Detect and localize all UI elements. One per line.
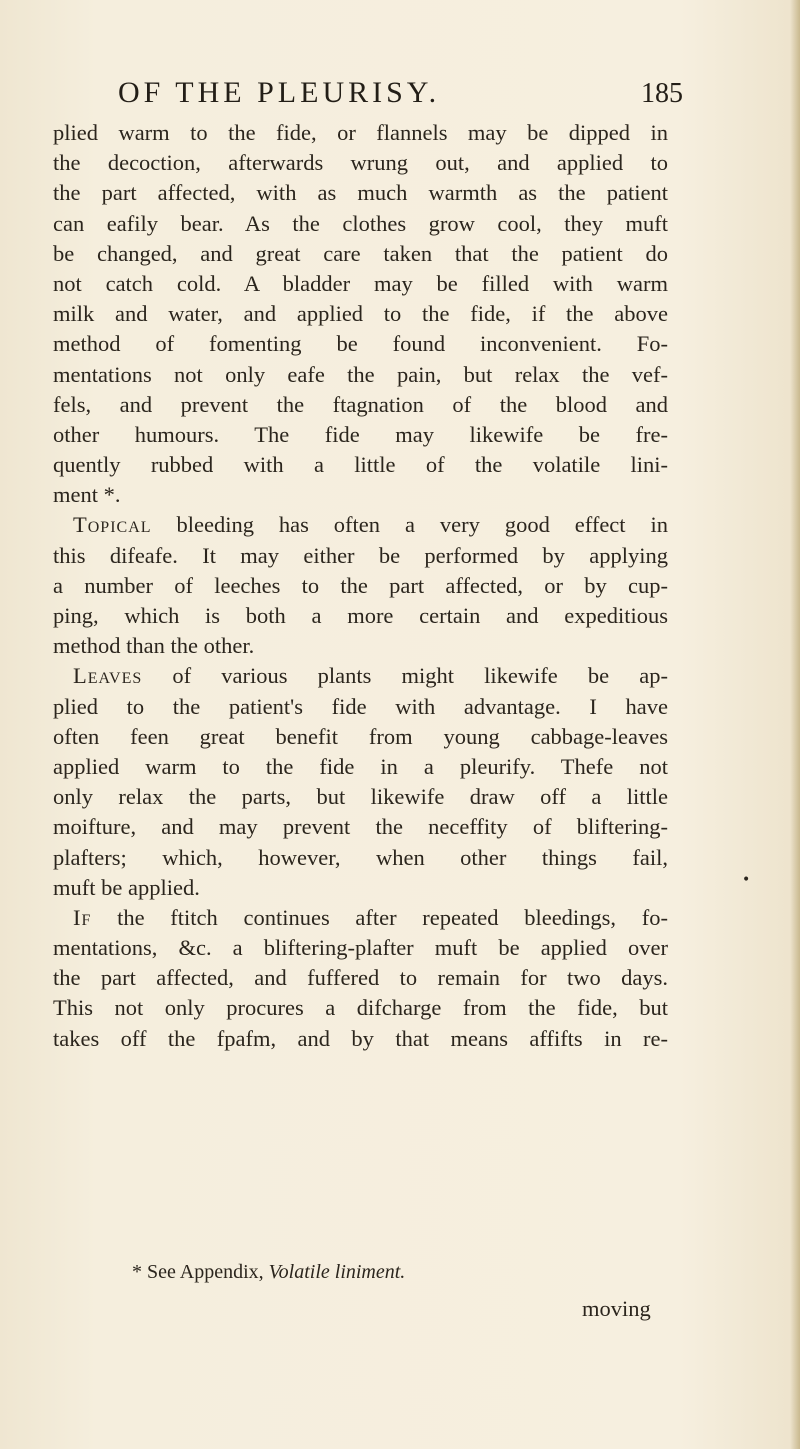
text-line: mentations not only eafe the pain, but relax the vef- <box>53 361 668 387</box>
footnote-marker: * See Appendix, <box>132 1261 264 1283</box>
text-line: this difeafe. It may either be performed by applying <box>53 542 668 568</box>
text-line: mentations, &c. a bliftering-plafter muft be applied over <box>53 935 668 961</box>
margin-dot: • <box>742 872 751 888</box>
text-line: the decoction, afterwards wrung out, and applied to <box>53 150 668 176</box>
text-line: not catch cold. A bladder may be filled with warm <box>53 270 668 296</box>
paragraph-start <box>53 903 668 933</box>
paragraph-first-line: of various plants might likewife be ap- <box>142 663 668 689</box>
text-line: takes off the fpafm, and by that means affifts in re- <box>53 1025 668 1051</box>
paragraph-lead: If <box>73 904 92 930</box>
page-number: 185 <box>641 78 683 109</box>
text-line: plafters; which, however, when other things fail, <box>53 844 668 870</box>
paragraph-lead: Topical <box>73 512 152 538</box>
page-header <box>118 76 683 116</box>
text-line: ping, which is both a more certain and expeditious <box>53 603 668 628</box>
text-line: method of fomenting be found inconvenient. Fo- <box>53 331 668 357</box>
body-text <box>53 118 668 1054</box>
text-line: plied warm to the fide, or flannels may be dipped in <box>53 120 668 145</box>
text-line: This not only procures a difcharge from the fide, but <box>53 995 668 1021</box>
text-line: can eafily bear. As the clothes grow cool, they muft <box>53 210 668 236</box>
text-line: often feen great benefit from young cabbage-leaves <box>53 723 668 749</box>
catchword: moving <box>582 1296 651 1321</box>
footnote-reference: Volatile liniment. <box>268 1261 406 1283</box>
text-line: plied to the patient's fide with advantage. I have <box>53 693 668 719</box>
paragraph-first-line: bleeding has often a very good effect in <box>151 512 668 538</box>
text-line: other humours. The fide may likewife be fre- <box>53 421 668 447</box>
footnote <box>132 1261 405 1284</box>
text-line: quently rubbed with a little of the volatile lini- <box>53 452 668 478</box>
text-line: milk and water, and applied to the fide, if the above <box>53 301 668 327</box>
paragraph-lead: Leaves <box>73 663 143 689</box>
text-line: moifture, and may prevent the neceffity of bliftering- <box>53 814 668 840</box>
text-line: applied warm to the fide in a pleurify. Thefe not <box>53 753 668 779</box>
paragraph-first-line: the ftitch continues after repeated bleedings, fo- <box>91 904 668 930</box>
text-line: the part affected, and fuffered to remain for two days. <box>53 965 668 991</box>
page-edge-shadow <box>790 0 800 1449</box>
text-line: be changed, and great care taken that the patient do <box>53 240 668 266</box>
running-head: OF THE PLEURISY. <box>118 76 441 109</box>
text-line: muft be applied. <box>53 874 200 900</box>
text-line: the part affected, with as much warmth as the patient <box>53 180 668 206</box>
paragraph-start <box>53 661 668 691</box>
paragraph-start <box>53 510 668 540</box>
text-line: a number of leeches to the part affected, or by cup- <box>53 572 668 598</box>
text-line: ment *. <box>53 482 121 508</box>
text-line: only relax the parts, but likewife draw off a little <box>53 784 668 810</box>
text-line: method than the other. <box>53 633 255 659</box>
text-line: fels, and prevent the ftagnation of the blood and <box>53 391 668 417</box>
